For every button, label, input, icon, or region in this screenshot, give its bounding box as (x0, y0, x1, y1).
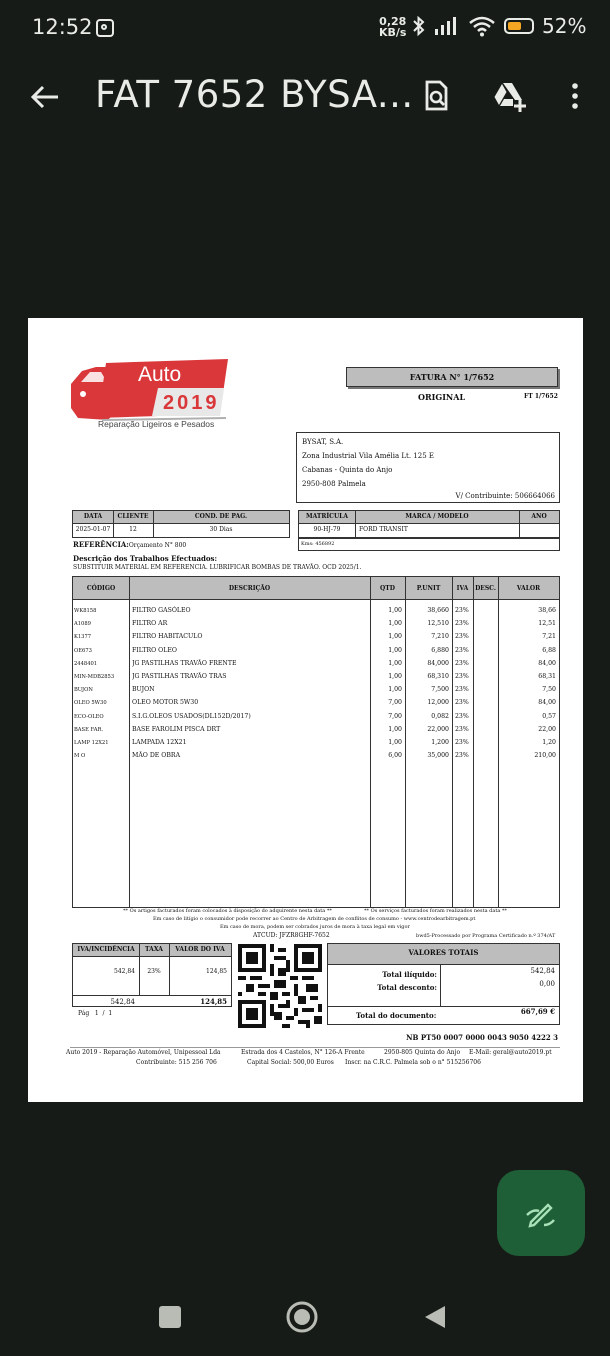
battery-percent: 52% (542, 14, 587, 38)
item-qtd: 1,00 (388, 739, 402, 746)
item-valor: 7,21 (542, 633, 556, 641)
item-codigo: A1089 (74, 621, 91, 628)
item-descricao: FILTRO GASÓLEO (132, 607, 191, 614)
item-descricao: BUJON (132, 686, 155, 694)
footer-capital: Capital Social: 500,00 Euros (247, 1059, 334, 1066)
back-button[interactable] (423, 1304, 447, 1330)
item-qtd: 1,00 (388, 686, 402, 694)
table-row (73, 738, 559, 750)
vat-taxa: 23% (147, 968, 161, 975)
item-codigo: WK8158 (74, 608, 97, 614)
status-bar (0, 0, 610, 58)
vat-table (72, 943, 232, 1007)
signal-icon (434, 16, 460, 36)
item-iva: 23% (455, 673, 469, 680)
referencia: REFERÊNCIA:Orçamento N° 800 (73, 540, 187, 549)
note-litigio: Em caso de litígio o consumidor pode recorrer ao Centro de Arbitragem de conflitos de consumo - www.centrodearbitragem.pt (153, 916, 476, 922)
table-row (73, 619, 559, 631)
col-codigo: CÓDIGO (86, 585, 116, 592)
item-descricao: FILTRO OLEO (132, 646, 177, 654)
item-valor: 6,88 (542, 646, 556, 654)
item-iva: 23% (455, 739, 469, 746)
logo-line2: 2019 (163, 392, 220, 414)
note-servicos: ** Os serviços facturados foram realizados nesta data ** (364, 908, 507, 914)
totals-box (327, 943, 560, 1025)
table-row (73, 659, 559, 671)
more-options-icon[interactable] (560, 78, 590, 114)
company-logo (68, 358, 230, 434)
item-descricao: LAMPADA 12X21 (132, 739, 187, 746)
invoice-ref: FT 1/7652 (524, 393, 558, 400)
navigation-bar (0, 1290, 610, 1356)
client-address2: Cabanas - Quinta do Anjo (302, 466, 393, 474)
original-label: ORIGINAL (418, 392, 466, 402)
client-address1: Zona Industrial Vila Amélia Lt. 125 E (302, 452, 435, 460)
header-matricula: MATRÍCULA (305, 513, 349, 520)
item-valor: 12,51 (538, 620, 556, 628)
vat-total-valor: 124,85 (200, 997, 227, 1006)
item-qtd: 1,00 (388, 646, 402, 654)
item-qtd: 7,00 (388, 699, 402, 707)
item-punit: 38,660 (427, 607, 449, 614)
item-codigo: K1377 (74, 634, 92, 641)
client-box (296, 432, 560, 503)
header-cond-pag: COND. DE PAG. (194, 513, 248, 520)
item-valor: 68,31 (538, 673, 556, 680)
table-row (73, 672, 559, 684)
recents-button[interactable] (159, 1306, 181, 1328)
wifi-icon (468, 15, 496, 37)
battery-icon (504, 18, 534, 34)
vehicle-table (298, 510, 560, 538)
table-row (73, 751, 559, 763)
vat-header-valor: VALOR DO IVA (175, 946, 225, 953)
items-table (72, 576, 560, 908)
item-punit: 6,880 (431, 646, 449, 654)
item-iva: 23% (455, 712, 469, 720)
total-documento: 667,69 € (520, 1007, 555, 1016)
item-iva: 23% (455, 725, 469, 733)
kms-box (298, 538, 560, 551)
note-artigos: ** Os artigos facturados foram colocados à disposição do adquirente nesta data ** (123, 908, 332, 914)
col-iva: IVA (456, 585, 469, 592)
client-address3: 2950-808 Palmela (302, 480, 366, 488)
draw-pen-icon (523, 1195, 559, 1231)
note-mora: Em caso de mora, podem ser cobrados juros de mora à taxa legal em vigor (220, 924, 410, 930)
atcud: ATCUD: JFZR8GHF-7652 (253, 932, 330, 939)
item-punit: 12,000 (427, 699, 449, 707)
item-qtd: 1,00 (388, 633, 402, 641)
item-punit: 68,310 (427, 673, 449, 680)
logo-line1: Auto (138, 363, 182, 386)
item-qtd: 1,00 (388, 673, 402, 680)
totals-header: VALORES TOTAIS (328, 944, 559, 965)
item-iva: 23% (455, 633, 469, 641)
footer-address: Estrada dos 4 Castelos, N° 126-A Frente (241, 1049, 365, 1056)
client-contribuinte: V/ Contribuinte: 506664066 (455, 492, 555, 500)
header-cliente: CLIENTE (117, 513, 149, 520)
table-row (73, 725, 559, 737)
footer-contribuinte: Contribuinte: 515 256 706 (136, 1059, 217, 1066)
item-codigo: BUJON (74, 687, 93, 694)
item-codigo: OE673 (74, 647, 92, 654)
item-iva: 23% (455, 699, 469, 707)
add-to-drive-icon[interactable] (491, 78, 527, 114)
vat-total-incidencia: 542,84 (110, 998, 135, 1006)
value-matricula: 90-HJ-79 (313, 526, 341, 533)
invoice-page (28, 318, 583, 1102)
item-codigo: OLEO 5W30 (74, 700, 107, 707)
instagram-icon (96, 19, 114, 37)
total-liquido: 542,84 (530, 967, 555, 975)
item-valor: 1,20 (542, 739, 556, 746)
item-descricao: OLEO MOTOR 5W30 (132, 699, 199, 707)
value-cond-pag: 30 Dias (209, 526, 233, 533)
table-row (73, 606, 559, 618)
description-title: Descrição dos Trabalhos Efectuados: (73, 554, 218, 563)
item-iva: 23% (455, 646, 469, 654)
value-data: 2025-01-07 (75, 526, 111, 533)
item-codigo: BASE FAR. (74, 726, 103, 733)
value-cliente: 12 (129, 526, 137, 533)
col-desc: DESC. (475, 585, 496, 592)
item-valor: 7,50 (542, 686, 556, 694)
item-punit: 84,000 (427, 659, 449, 667)
item-valor: 210,00 (534, 752, 556, 760)
table-row (73, 712, 559, 724)
item-punit: 7,210 (431, 633, 449, 641)
item-iva: 23% (455, 686, 469, 694)
vat-header-taxa: TAXA (145, 946, 163, 953)
footer-postal: 2950-805 Quinta do Anjo (384, 1049, 461, 1056)
item-valor: 84,00 (538, 699, 556, 707)
footer-email: E-Mail: geral@auto2019.pt (469, 1049, 552, 1056)
header-marca: MARCA / MODELO (405, 513, 469, 520)
item-punit: 1,200 (431, 739, 449, 746)
item-punit: 22,000 (427, 725, 449, 733)
edit-fab-button[interactable] (497, 1170, 585, 1256)
table-row (73, 632, 559, 644)
item-valor: 38,66 (538, 607, 556, 614)
item-iva: 23% (455, 620, 469, 628)
footer-crc: Inscr. na C.R.C. Palmela sob o n° 515256706 (345, 1059, 481, 1066)
item-codigo: LAMP 12X21 (74, 740, 109, 746)
item-valor: 22,00 (538, 725, 556, 733)
network-speed: 0,28 KB/s (379, 15, 407, 39)
vat-valor: 124,85 (206, 968, 227, 975)
logo-tagline: Reparação Ligeiros e Pesados (98, 419, 215, 429)
bluetooth-icon (412, 15, 426, 37)
table-row (73, 685, 559, 697)
item-valor: 84,00 (538, 659, 556, 667)
item-descricao: FILTRO HABITACULO (132, 633, 203, 641)
header-ano: ANO (531, 513, 547, 520)
back-arrow-icon[interactable] (28, 80, 62, 114)
col-valor: VALOR (516, 585, 541, 592)
description-text: SUBSTITUIR MATERIAL EM REFERENCIA. LUBRIFICAR BOMBAS DE TRAVÃO. OCD 2025/1. (73, 564, 362, 571)
item-qtd: 1,00 (388, 620, 402, 628)
date-client-table (72, 510, 290, 538)
item-descricao: MÃO DE OBRA (132, 752, 181, 760)
col-punit: P.UNIT (416, 585, 441, 592)
total-desconto: 0,00 (539, 980, 555, 988)
item-qtd: 7,00 (388, 712, 402, 720)
footer-company: Auto 2019 - Reparação Automóvel, Unipessoal Lda (66, 1049, 221, 1056)
certificado: bwd5-Processado por Programa Certificado n.º 374/AT (416, 933, 556, 939)
item-punit: 7,500 (431, 686, 449, 694)
vat-header-incidencia: IVA/INCIDÊNCIA (77, 946, 135, 953)
app-bar (0, 58, 610, 138)
item-descricao: FILTRO AR (132, 620, 168, 628)
item-codigo: M O (74, 753, 86, 760)
item-descricao: JG PASTILHAS TRAVÃO TRAS (132, 673, 227, 680)
item-codigo: 2448401 (74, 660, 98, 667)
invoice-number-box: FATURA N° 1/7652 (346, 367, 558, 387)
status-time: 12:52 (32, 15, 93, 39)
qr-code-icon (238, 944, 322, 1028)
table-row (73, 698, 559, 710)
kms-value: Kms: 456892 (301, 541, 335, 547)
client-name: BYSAT, S.A. (302, 438, 344, 446)
nib: NB PT50 0007 0000 0043 9050 4222 3 (406, 1033, 558, 1042)
item-qtd: 1,00 (388, 607, 402, 614)
item-valor: 0,57 (542, 712, 556, 720)
item-codigo: ECO-OLEO (74, 713, 104, 720)
item-iva: 23% (455, 752, 469, 760)
total-documento-label: Total do documento: (356, 1011, 437, 1020)
item-qtd: 1,00 (388, 659, 402, 667)
total-liquido-label: Total ilíquido: (382, 970, 437, 979)
table-row (73, 646, 559, 658)
item-iva: 23% (455, 659, 469, 667)
home-button[interactable] (285, 1300, 319, 1334)
vat-incidencia: 542,84 (114, 968, 135, 975)
item-descricao: BASE FAROLIM PISCA DRT (132, 725, 221, 733)
page-number: Pág 1 / 1 (78, 1010, 113, 1017)
item-codigo: MIN-MDB2853 (74, 674, 115, 680)
item-punit: 35,000 (427, 752, 449, 760)
total-desconto-label: Total desconto: (377, 983, 437, 992)
col-descricao: DESCRIÇÃO (228, 585, 271, 592)
item-iva: 23% (455, 607, 469, 614)
header-data: DATA (83, 513, 103, 520)
item-qtd: 6,00 (388, 752, 402, 760)
item-descricao: JG PASTILHAS TRAVÃO FRENTE (132, 659, 237, 667)
item-descricao: S.I.G.OLEOS USADOS(DL152D/2017) (132, 712, 251, 720)
col-qtd: QTD (380, 585, 395, 592)
item-punit: 12,510 (427, 620, 449, 628)
item-punit: 0,082 (431, 712, 449, 720)
value-marca: FORD TRANSIT (359, 526, 408, 533)
search-document-icon[interactable] (418, 78, 454, 114)
item-qtd: 1,00 (388, 725, 402, 733)
document-title: FAT 7652 BYSA... (95, 73, 414, 116)
